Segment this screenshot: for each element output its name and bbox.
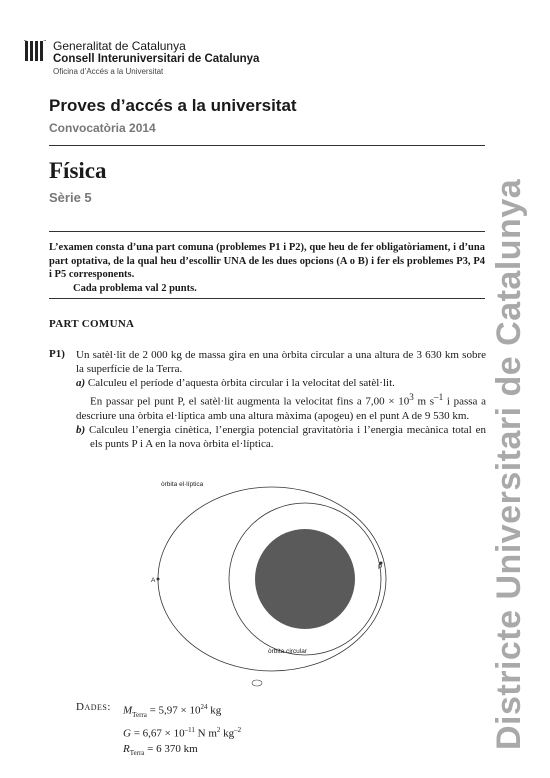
- question-a-text: Calculeu el període d’aquesta òrbita circular i la velocitat del satèl·lit.: [87, 377, 395, 389]
- org-line-1: Generalitat de Catalunya: [53, 39, 186, 53]
- data-label: Dades:: [76, 701, 111, 713]
- problem-middle: [76, 390, 486, 423]
- symbol: G: [123, 727, 131, 740]
- data-row-g: [123, 723, 241, 742]
- orbit-figure: [145, 476, 405, 696]
- value: = 5,97 × 10: [146, 704, 201, 717]
- satellite-icon: [252, 680, 262, 686]
- middle-text: i passa a descriure una òrbita el·líptica amb una altura màxima (apogeu) en el punt A de 9 530 km.: [76, 395, 486, 422]
- question-b-label: b): [76, 423, 86, 436]
- exam-subject: Física: [49, 158, 107, 183]
- label-point-a: A: [151, 577, 156, 584]
- earth: [255, 529, 355, 629]
- exponent: –11: [184, 725, 195, 734]
- question-a-label: a): [76, 377, 86, 389]
- exam-convocatoria: Convocatòria 2014: [49, 121, 156, 135]
- instructions-text: L’examen consta d’una part comuna (problemes P1 i P2), que heu de fer obligatòriament, i d’una part optativa, de la qual heu d’escollir UNA de les dues opcions (A o B) i fer els problemes P3, P4 i P5 corresponents.: [49, 242, 485, 280]
- generalitat-logo-icon: [24, 40, 46, 62]
- data-row-radius: [123, 742, 241, 761]
- unit: N m: [194, 727, 217, 740]
- exam-serie: Sèrie 5: [49, 190, 92, 205]
- value: = 6 370 km: [144, 742, 198, 755]
- symbol: M: [123, 704, 133, 717]
- org-line-2: Consell Interuniversitari de Catalunya: [53, 53, 260, 65]
- question-a: [76, 376, 486, 390]
- divider: [49, 231, 485, 232]
- exponent: –2: [234, 725, 242, 734]
- subscript: Terra: [129, 748, 145, 757]
- sidebar-vertical-text: Districte Universitari de Catalunya: [490, 178, 528, 750]
- part-title: PART COMUNA: [49, 318, 135, 330]
- orbit-diagram: [145, 476, 405, 696]
- organization-header: [53, 40, 259, 77]
- instructions-block: [49, 241, 485, 295]
- exponent: 24: [200, 703, 208, 711]
- symbol: R: [123, 742, 130, 755]
- middle-exp: –1: [434, 392, 444, 402]
- middle-text: En passar pel punt P, el satèl·lit augmenta la velocitat fins a 7,00 × 10: [90, 395, 410, 408]
- problem-intro: Un satèl·lit de 2 000 kg de massa gira en una òrbita circular a una altura de 3 630 km sobre la superfície de la Terra.: [76, 349, 486, 375]
- label-elliptical-orbit: òrbita el·líptica: [161, 481, 204, 488]
- question-b-text: Calculeu l’energia cinètica, l’energia potencial gravitatòria i l’energia mecànica total en els punts P i A en la nova òrbita el·líptica.: [89, 423, 486, 450]
- exponent: 2: [216, 725, 221, 734]
- divider: [49, 298, 485, 299]
- label-point-p: P: [378, 564, 383, 571]
- value: = 6,67 × 10: [130, 727, 185, 740]
- point-a-marker: [157, 578, 160, 581]
- question-b: [76, 423, 486, 451]
- problem-number: P1): [49, 348, 65, 360]
- unit: kg: [207, 704, 222, 717]
- instructions-points: Cada problema val 2 punts.: [73, 282, 197, 294]
- divider: [49, 145, 485, 146]
- subscript: Terra: [132, 710, 147, 719]
- org-line-3: Oficina d’Accés a la Universitat: [53, 67, 164, 76]
- data-row-mass: [123, 700, 241, 723]
- middle-exp: 3: [409, 392, 414, 402]
- label-circular-orbit: òrbita circular: [268, 648, 308, 655]
- problem-text: [76, 348, 486, 451]
- middle-unit: m s: [413, 395, 435, 408]
- unit: kg: [220, 727, 235, 740]
- exam-title: Proves d’accés a la universitat: [49, 96, 297, 115]
